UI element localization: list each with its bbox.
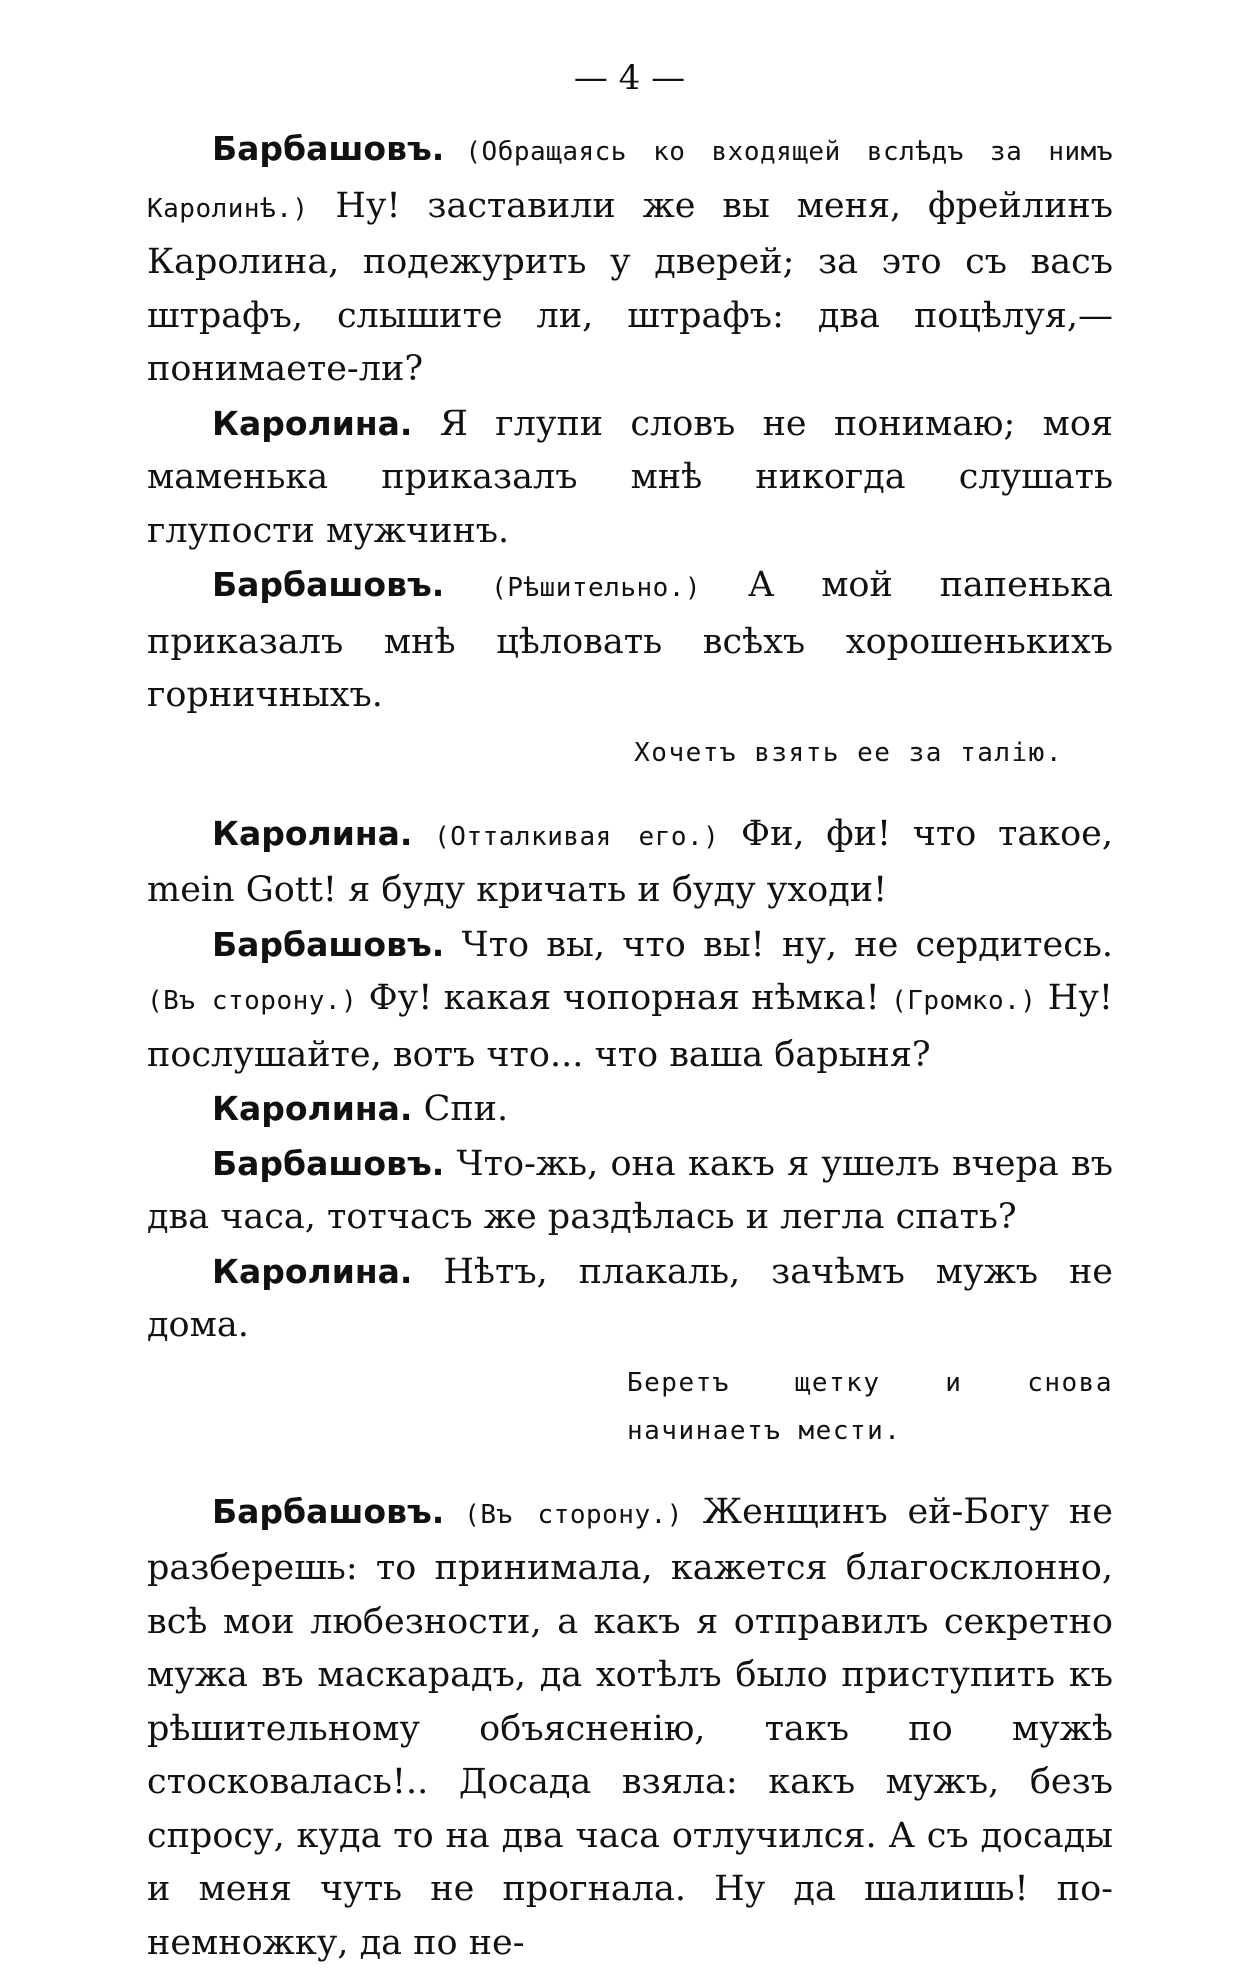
speaker-name: Барбашовъ. xyxy=(212,129,444,168)
speech-block xyxy=(147,122,1113,397)
speaker-name: Барбашовъ. xyxy=(212,1492,444,1531)
speech-block xyxy=(147,558,1113,723)
speech-block xyxy=(147,1485,1113,1970)
stage-direction: (Въ сторону.) xyxy=(147,986,357,1016)
stage-direction: (Отталкивая его.) xyxy=(434,822,719,852)
stage-note: Беретъ щетку и снова начинаетъ мести. xyxy=(627,1359,1113,1455)
speech-text: Фи, фи! что такое, mein Gott! я буду кричать и буду уходи! xyxy=(147,814,1113,911)
speaker-name: Барбашовъ. xyxy=(212,925,444,964)
stage-direction: (Обращаясь ко входящей вслѣдъ за нимъ Каролинѣ.) xyxy=(147,137,1113,224)
speaker-name: Каролина. xyxy=(212,814,412,853)
page-number: — 4 — xyxy=(0,58,1259,98)
speaker-name: Каролина. xyxy=(212,404,412,443)
speaker-name: Барбашовъ. xyxy=(212,565,444,604)
stage-direction: (Въ сторону.) xyxy=(464,1500,683,1530)
speech-text: Нѣтъ, плакаль, зачѣмъ мужъ не дома. xyxy=(147,1252,1113,1346)
stage-note: Хочетъ взять ее за талію. xyxy=(147,729,1113,777)
speech-block xyxy=(147,918,1113,1083)
speech-text: Что вы, что вы! ну, не сердитесь. xyxy=(462,925,1113,965)
speech-text: Ну! заставили же вы меня, фрейлинъ Каролина, подежурить у дверей; за это съ васъ штрафъ, слышите ли, штрафъ: два поцѣлуя,—понимаете-ли? xyxy=(147,186,1113,390)
speech-text: Ну! послушайте, вотъ что... что ваша барыня? xyxy=(147,978,1113,1075)
speech-text: Я глупи словъ не понимаю; моя маменька приказалъ мнѣ никогда слушать глупости мужчинъ. xyxy=(147,404,1113,551)
stage-direction: (Рѣшительно.) xyxy=(491,573,701,603)
speech-text: Фу! какая чопорная нѣмка! xyxy=(369,978,880,1018)
speech-text: Спи. xyxy=(424,1089,509,1129)
speaker-name: Каролина. xyxy=(212,1089,412,1128)
play-text xyxy=(147,122,1113,1970)
speech-text: Женщинъ ей-Богу не разберешь: то принимала, кажется благосклонно, всѣ мои любезности, а какъ я отправилъ секретно мужа въ маскарадъ, да хотѣлъ было приступить къ рѣшительному объясненію, такъ по мужѣ стосковалась!.. Досада взяла: какъ мужъ, безъ спросу, куда то на два часа отлучился. А съ досады и меня чуть не прогнала. Ну да шалишь! по-немножку, да по не- xyxy=(147,1492,1113,1963)
speech-block xyxy=(147,1137,1113,1245)
speaker-name: Барбашовъ. xyxy=(212,1144,444,1183)
speech-block xyxy=(147,807,1113,918)
speech-text: Что-жь, она какъ я ушелъ вчера въ два часа, тотчасъ же раздѣлась и легла спать? xyxy=(147,1144,1113,1238)
speech-block xyxy=(147,1245,1113,1353)
speech-text: А мой папенька приказалъ мнѣ цѣловать всѣхъ хорошенькихъ горничныхъ. xyxy=(147,565,1113,715)
speech-block xyxy=(147,397,1113,559)
stage-direction: (Громко.) xyxy=(891,986,1036,1016)
speaker-name: Каролина. xyxy=(212,1252,412,1291)
speech-block xyxy=(147,1082,1113,1137)
